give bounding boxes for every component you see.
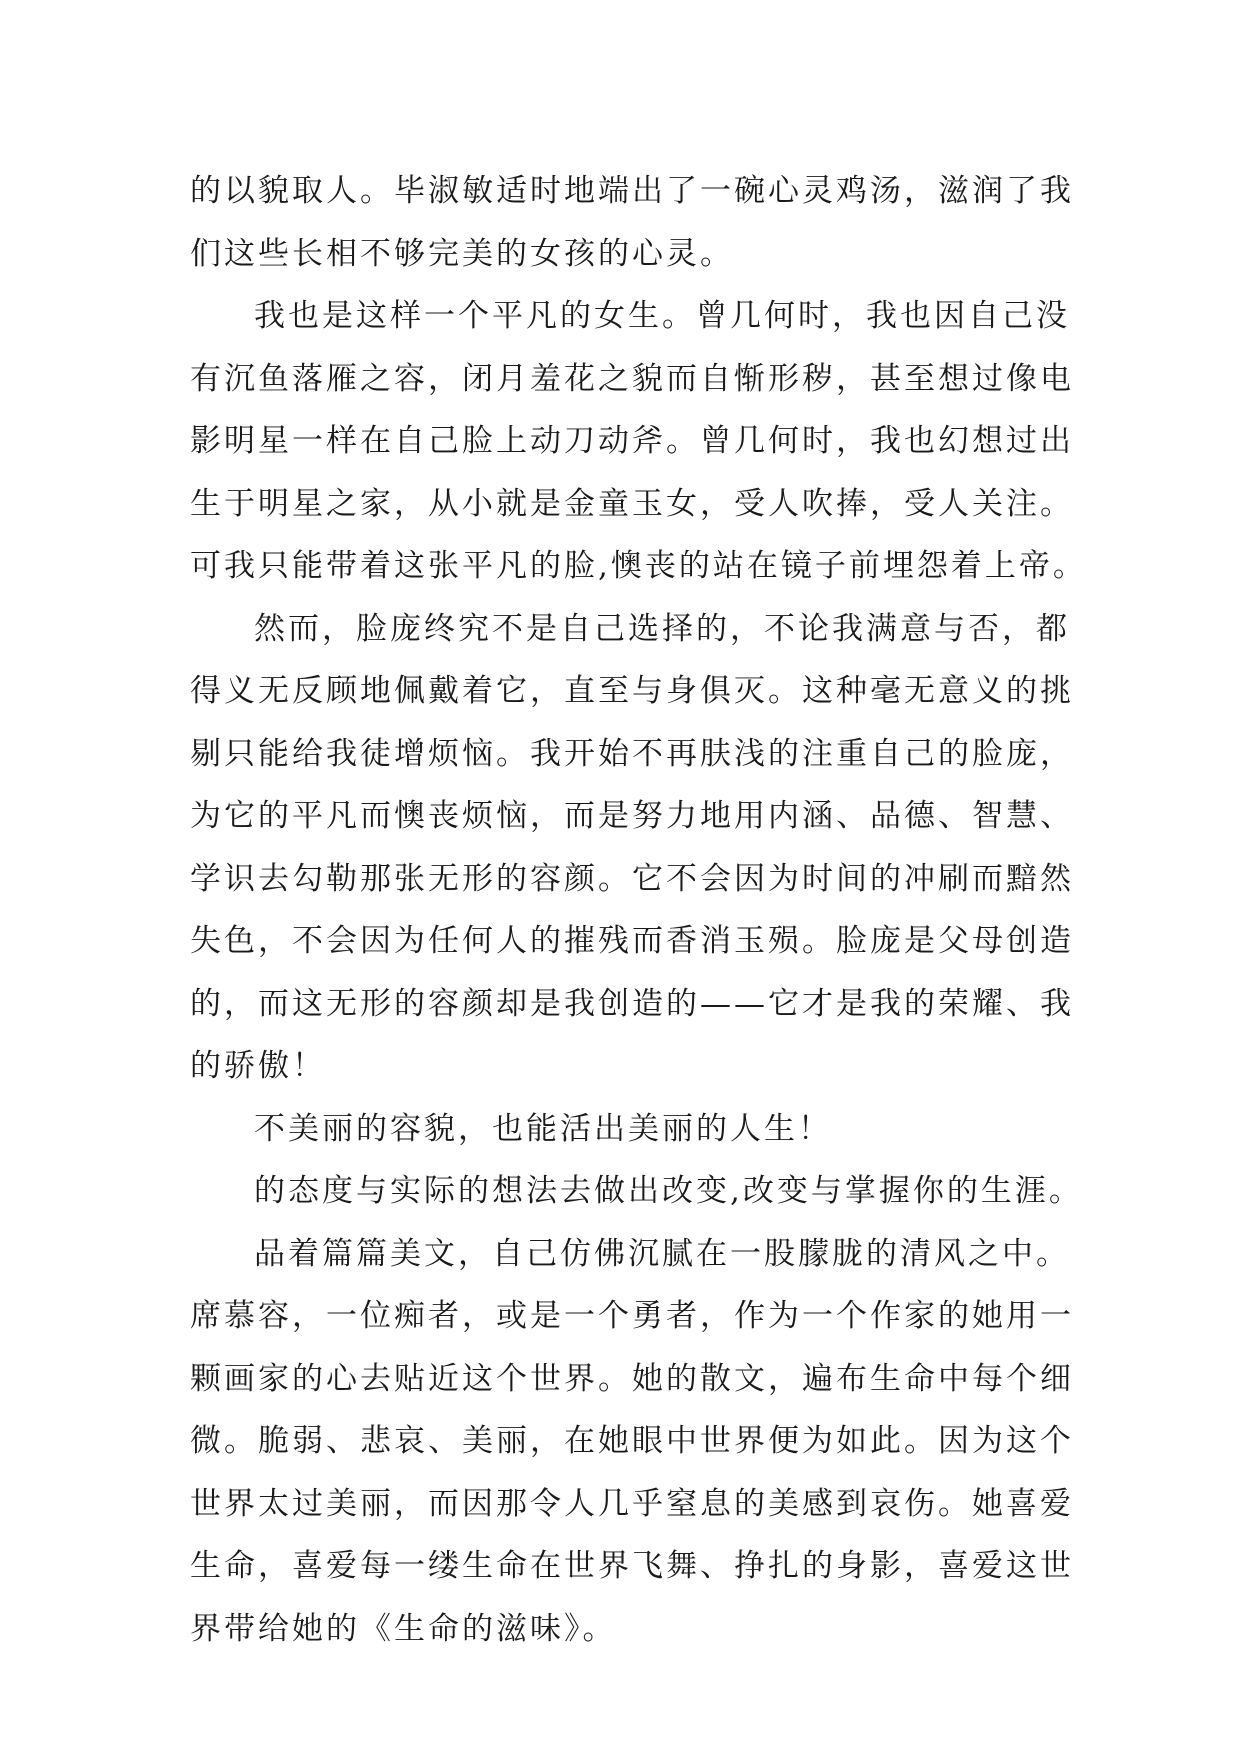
text-line: 影明星一样在自己脸上动刀动斧。曾几何时，我也幻想过出 <box>190 423 1074 459</box>
text-line: 席慕容，一位痴者，或是一个勇者，作为一个作家的她用一 <box>190 1298 1074 1334</box>
text-line: 的骄傲！ <box>190 1048 326 1084</box>
paragraph-start-line: 的态度与实际的想法去做出改变,改变与掌握你的生涯。 <box>254 1173 1083 1209</box>
text-line: 们这些长相不够完美的女孩的心灵。 <box>190 235 734 272</box>
text-line: 生于明星之家，从小就是金童玉女，受人吹捧，受人关注。 <box>190 485 1074 522</box>
text-line: 有沉鱼落雁之容，闭月羞花之貌而自惭形秽，甚至想过像电 <box>190 360 1074 397</box>
text-line: 可我只能带着这张平凡的脸,懊丧的站在镜子前埋怨着上帝。 <box>190 548 1087 584</box>
text-line: 生命，喜爱每一缕生命在世界飞舞、挣扎的身影，喜爱这世 <box>190 1548 1074 1584</box>
text-line: 得义无反顾地佩戴着它，直至与身俱灭。这种毫无意义的挑 <box>190 673 1074 709</box>
body-text <box>190 160 1087 1660</box>
text-line: 失色，不会因为任何人的摧残而香消玉殒。脸庞是父母创造 <box>190 923 1074 959</box>
text-line: 为它的平凡而懊丧烦恼，而是努力地用内涵、品德、智慧、 <box>190 798 1074 834</box>
text-line: 的以貌取人。毕淑敏适时地端出了一碗心灵鸡汤，滋润了我 <box>190 173 1074 209</box>
text-line: 颗画家的心去贴近这个世界。她的散文，遍布生命中每个细 <box>190 1360 1074 1397</box>
paragraph-start-line: 我也是这样一个平凡的女生。曾几何时，我也因自己没 <box>254 298 1070 334</box>
text-line: 剔只能给我徒增烦恼。我开始不再肤浅的注重自己的脸庞， <box>190 735 1074 772</box>
text-line: 世界太过美丽，而因那令人几乎窒息的美感到哀伤。她喜爱 <box>190 1485 1074 1522</box>
text-line: 微。脆弱、悲哀、美丽，在她眼中世界便为如此。因为这个 <box>190 1423 1074 1459</box>
paragraph-start-line: 品着篇篇美文，自己仿佛沉腻在一股朦胧的清风之中。 <box>254 1235 1070 1272</box>
text-line: 界带给她的《生命的滋味》。 <box>190 1610 617 1647</box>
paragraph-start-line: 不美丽的容貌，也能活出美丽的人生！ <box>254 1110 832 1147</box>
text-line: 的，而这无形的容颜却是我创造的——它才是我的荣耀、我 <box>190 985 1074 1022</box>
paragraph-start-line: 然而，脸庞终究不是自己选择的，不论我满意与否，都 <box>254 610 1070 647</box>
text-line: 学识去勾勒那张无形的容颜。它不会因为时间的冲刷而黯然 <box>190 860 1074 897</box>
